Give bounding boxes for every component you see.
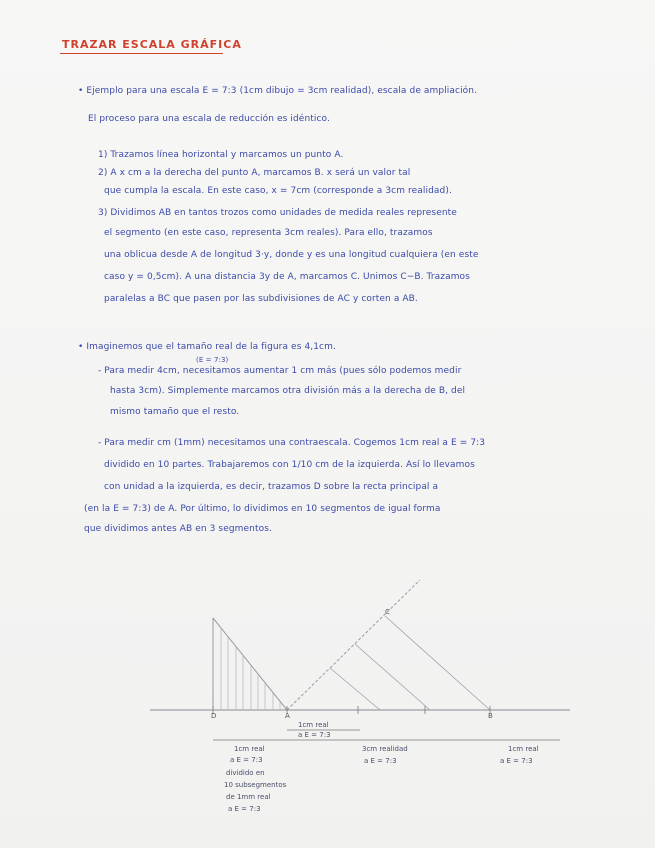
contraescala-line-1: - Para medir cm (1mm) necesitamos una contraescala. Cogemos 1cm real a E = 7:3 <box>98 438 486 448</box>
intro-line-1: • Ejemplo para una escala E = 7:3 (1cm dibujo = 3cm realidad), escala de ampliación. <box>78 86 478 96</box>
step-line-1: 1) Trazamos línea horizontal y marcamos un punto A. <box>98 150 344 160</box>
diagram-label-left-1: 1cm real <box>234 745 265 753</box>
diagram-label-center-2: a E = 7:3 <box>364 757 397 765</box>
point-d: D <box>211 712 217 720</box>
title-underline <box>60 53 223 54</box>
left-diagonal <box>213 618 287 710</box>
point-c: C <box>385 608 390 616</box>
contraescala-line-2: dividido en 10 partes. Trabajaremos con 1/10 cm de la izquierda. Así lo llevamos <box>104 460 475 470</box>
hatch-lines <box>221 628 280 710</box>
imagine-line-1: • Imaginemos que el tamaño real de la figura es 4,1cm. <box>78 342 336 352</box>
diagram-label-left-4: 10 subsegmentos <box>224 781 287 789</box>
step-line-6: una oblicua desde A de longitud 3·y, donde y es una longitud cualquiera (en este <box>104 250 479 260</box>
step-line-5: el segmento (en este caso, representa 3cm reales). Para ello, trazamos <box>104 228 433 238</box>
diagram-label-left-2: a E = 7:3 <box>230 756 263 764</box>
point-a: A <box>285 712 290 720</box>
imagine-detail-3: mismo tamaño que el resto. <box>110 407 240 417</box>
step-line-8: paralelas a BC que pasen por las subdivisiones de AC y corten a AB. <box>104 294 418 304</box>
diagram-label-left-3: dividido en <box>226 769 265 777</box>
contraescala-line-3: con unidad a la izquierda, es decir, trazamos D sobre la recta principal a <box>104 482 439 492</box>
imagine-scale-note: (E = 7:3) <box>196 356 229 364</box>
diagram-label-mid-2: a E = 7:3 <box>298 731 331 739</box>
point-b: B <box>488 712 493 720</box>
step-line-3: que cumpla la escala. En este caso, x = 7cm (corresponde a 3cm realidad). <box>104 186 452 196</box>
step-line-7: caso y = 0,5cm). A una distancia 3y de A, marcamos C. Unimos C−B. Trazamos <box>104 272 470 282</box>
diagram-label-center-1: 3cm realidad <box>362 745 408 753</box>
parallel-1 <box>330 668 380 710</box>
scale-construction-diagram <box>0 560 655 848</box>
diagram-label-mid-1: 1cm real <box>298 721 329 729</box>
imagine-detail-1: - Para medir 4cm, necesitamos aumentar 1 cm más (pues sólo podemos medir <box>98 366 462 376</box>
oblique-line <box>287 580 420 710</box>
diagram-label-left-5: de 1mm real <box>226 793 271 801</box>
diagram-label-right-1: 1cm real <box>508 745 539 753</box>
parallel-2 <box>355 644 430 710</box>
contraescala-line-4: (en la E = 7:3) de A. Por último, lo dividimos en 10 segmentos de igual forma <box>84 504 441 514</box>
diagram-label-left-6: a E = 7:3 <box>228 805 261 813</box>
contraescala-line-5: que dividimos antes AB en 3 segmentos. <box>84 524 272 534</box>
step-line-2: 2) A x cm a la derecha del punto A, marcamos B. x será un valor tal <box>98 168 411 178</box>
imagine-detail-2: hasta 3cm). Simplemente marcamos otra división más a la derecha de B, del <box>110 386 466 396</box>
step-line-4: 3) Dividimos AB en tantos trozos como unidades de medida reales represente <box>98 208 457 218</box>
intro-line-2: El proceso para una escala de reducción es idéntico. <box>88 114 330 124</box>
parallel-bc <box>385 616 490 710</box>
page-title: TRAZAR ESCALA GRÁFICA <box>62 38 242 51</box>
diagram-label-right-2: a E = 7:3 <box>500 757 533 765</box>
